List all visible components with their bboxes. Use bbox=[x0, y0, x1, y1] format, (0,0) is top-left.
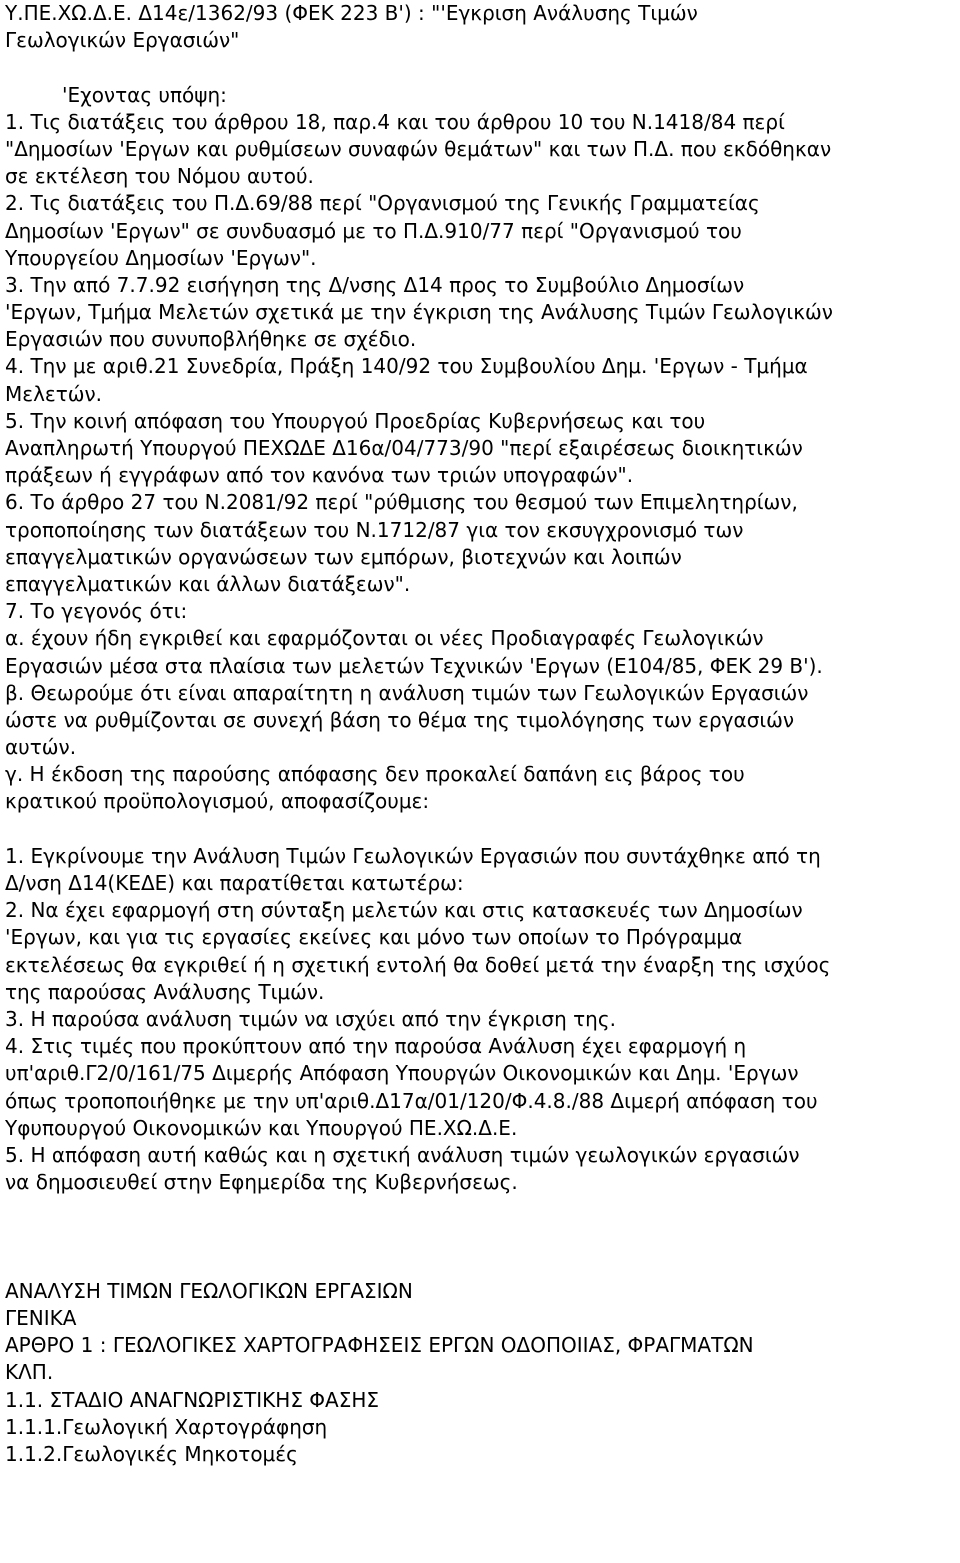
consideration-line: Δημοσίων 'Εργων" σε συνδυασμό με το Π.Δ.910/77 περί "Οργανισμού του bbox=[5, 218, 742, 243]
decision-line: εκτελέσεως θα εγκριθεί ή η σχετική εντολή θα δοθεί μετά την έναρξη της ισχύος bbox=[5, 952, 831, 977]
consideration-line: κρατικού προϋπολογισμού, αποφασίζουμε: bbox=[5, 789, 430, 814]
decision-line: 4. Στις τιμές που προκύπτουν από την παρούσα Ανάλυση έχει εφαρμογή η bbox=[5, 1034, 747, 1059]
decision-line: 2. Να έχει εφαρμογή στη σύνταξη μελετών και στις κατασκευές των Δημοσίων bbox=[5, 898, 803, 923]
decision-line: 1. Εγκρίνουμε την Ανάλυση Τιμών Γεωλογικών Εργασιών που συντάχθηκε από τη bbox=[5, 843, 821, 868]
consideration-line: επαγγελματικών και άλλων διατάξεων". bbox=[5, 571, 411, 596]
decision-line: 'Εργων, και για τις εργασίες εκείνες και μόνο των οποίων το Πρόγραμμα bbox=[5, 925, 743, 950]
spacer bbox=[5, 1196, 957, 1223]
spacer bbox=[5, 1223, 957, 1250]
consideration-line: σε εκτέλεση του Νόμου αυτού. bbox=[5, 164, 314, 189]
subsection-heading: 1.1. ΣΤΑΔΙΟ ΑΝΑΓΝΩΡΙΣΤΙΚΗΣ ΦΑΣΗΣ bbox=[5, 1387, 380, 1412]
consideration-line: α. έχουν ήδη εγκριθεί και εφαρμόζονται οι νέες Προδιαγραφές Γεωλογικών bbox=[5, 626, 764, 651]
consideration-line: γ. Η έκδοση της παρούσης απόφασης δεν προκαλεί δαπάνη εις βάρος του bbox=[5, 762, 745, 787]
decision-line: 5. Η απόφαση αυτή καθώς και η σχετική ανάλυση τιμών γεωλογικών εργασιών bbox=[5, 1142, 800, 1167]
consideration-line: ώστε να ρυθμίζονται σε συνεχή βάση το θέμα της τιμολόγησης των εργασιών bbox=[5, 707, 795, 732]
consideration-line: Εργασιών μέσα στα πλαίσια των μελετών Τεχνικών 'Εργων (Ε104/85, ΦΕΚ 29 Β'). bbox=[5, 653, 823, 678]
consideration-line: Εργασιών που συνυποβλήθηκε σε σχέδιο. bbox=[5, 327, 417, 352]
consideration-line: 6. Το άρθρο 27 του Ν.2081/92 περί "ρύθμισης του θεσμού των Επιμελητηρίων, bbox=[5, 490, 798, 515]
consideration-line: 4. Την με αριθ.21 Συνεδρία, Πράξη 140/92 του Συμβουλίου Δημ. 'Εργων - Τμήμα bbox=[5, 354, 808, 379]
consideration-line: 7. Το γεγονός ότι: bbox=[5, 599, 188, 624]
spacer bbox=[5, 1251, 957, 1278]
general-heading: ΓΕΝΙΚΑ bbox=[5, 1306, 77, 1330]
consideration-line: Υπουργείου Δημοσίων 'Εργων". bbox=[5, 245, 317, 270]
consideration-line: 5. Την κοινή απόφαση του Υπουργού Προεδρίας Κυβερνήσεως και του bbox=[5, 408, 706, 433]
consideration-line: "Δημοσίων 'Εργων και ρυθμίσεων συναφών θεμάτων" και των Π.Δ. που εκδόθηκαν bbox=[5, 136, 832, 161]
item-heading: 1.1.2.Γεωλογικές Μηκοτομές bbox=[5, 1441, 298, 1466]
price-analysis-section bbox=[5, 1278, 957, 1468]
consideration-line: 3. Την από 7.7.92 εισήγηση της Δ/νσης Δ14 προς το Συμβούλιο Δημοσίων bbox=[5, 272, 745, 297]
article-heading-continuation: ΚΛΠ. bbox=[5, 1360, 54, 1385]
document-page bbox=[5, 0, 957, 1468]
item-heading: 1.1.1.Γεωλογική Χαρτογράφηση bbox=[5, 1414, 328, 1439]
article-heading: ΑΡΘΡΟ 1 : ΓΕΩΛΟΓΙΚΕΣ ΧΑΡΤΟΓΡΑΦΗΣΕΙΣ ΕΡΓΩΝ ΟΔΟΠΟΙΙΑΣ, ΦΡΑΓΜΑΤΩΝ bbox=[5, 1333, 754, 1358]
consideration-line: Αναπληρωτή Υπουργού ΠΕΧΩΔΕ Δ16α/04/773/90 "περί εξαιρέσεως διοικητικών bbox=[5, 436, 803, 460]
spacer bbox=[5, 54, 957, 81]
document-title-line-1: Υ.ΠΕ.ΧΩ.Δ.Ε. Δ14ε/1362/93 (ΦΕΚ 223 Β') : "'Εγκριση Ανάλυσης Τιμών bbox=[5, 1, 698, 25]
decision-line: υπ'αριθ.Γ2/0/161/75 Διμερής Απόφαση Υπουργών Οικονομικών και Δημ. 'Εργων bbox=[5, 1061, 799, 1086]
considerations-list bbox=[5, 109, 957, 816]
decision-line: Δ/νση Δ14(ΚΕΔΕ) και παρατίθεται κατωτέρω: bbox=[5, 871, 464, 895]
decisions-list bbox=[5, 843, 957, 1196]
decision-line: όπως τροποποιήθηκε με την υπ'αριθ.Δ17α/01/120/Φ.4.8./88 Διμερή απόφαση του bbox=[5, 1088, 818, 1113]
consideration-line: 1. Τις διατάξεις του άρθρου 18, παρ.4 και του άρθρου 10 του Ν.1418/84 περί bbox=[5, 109, 785, 134]
consideration-line: επαγγελματικών οργανώσεων των εμπόρων, βιοτεχνών και λοιπών bbox=[5, 544, 682, 569]
decision-line: της παρούσας Ανάλυσης Τιμών. bbox=[5, 979, 325, 1004]
consideration-line: πράξεων ή εγγράφων από τον κανόνα των τριών υπογραφών". bbox=[5, 463, 634, 488]
consideration-line: 2. Τις διατάξεις του Π.Δ.69/88 περί "Οργανισμού της Γενικής Γραμματείας bbox=[5, 191, 760, 216]
decision-line: να δημοσιευθεί στην Εφημερίδα της Κυβερνήσεως. bbox=[5, 1170, 518, 1195]
consideration-line: τροποποίησης των διατάξεων του Ν.1712/87 για τον εκσυγχρονισμό των bbox=[5, 517, 744, 542]
consideration-line: Μελετών. bbox=[5, 381, 103, 406]
analysis-heading: ΑΝΑΛΥΣΗ ΤΙΜΩΝ ΓΕΩΛΟΓΙΚΩΝ ΕΡΓΑΣΙΩΝ bbox=[5, 1278, 413, 1303]
decision-line: Υφυπουργού Οικονομικών και Υπουργού ΠΕ.ΧΩ.Δ.Ε. bbox=[5, 1115, 518, 1140]
document-title-line-2: Γεωλογικών Εργασιών" bbox=[5, 28, 240, 53]
spacer bbox=[5, 816, 957, 843]
consideration-line: αυτών. bbox=[5, 735, 77, 760]
consideration-line: β. Θεωρούμε ότι είναι απαραίτητη η ανάλυση τιμών των Γεωλογικών Εργασιών bbox=[5, 680, 809, 705]
having-regard-heading: 'Εχοντας υπόψη: bbox=[62, 82, 227, 107]
consideration-line: 'Εργων, Τμήμα Μελετών σχετικά με την έγκριση της Ανάλυσης Τιμών Γεωλογικών bbox=[5, 300, 833, 325]
decision-line: 3. Η παρούσα ανάλυση τιμών να ισχύει από την έγκριση της. bbox=[5, 1006, 616, 1031]
